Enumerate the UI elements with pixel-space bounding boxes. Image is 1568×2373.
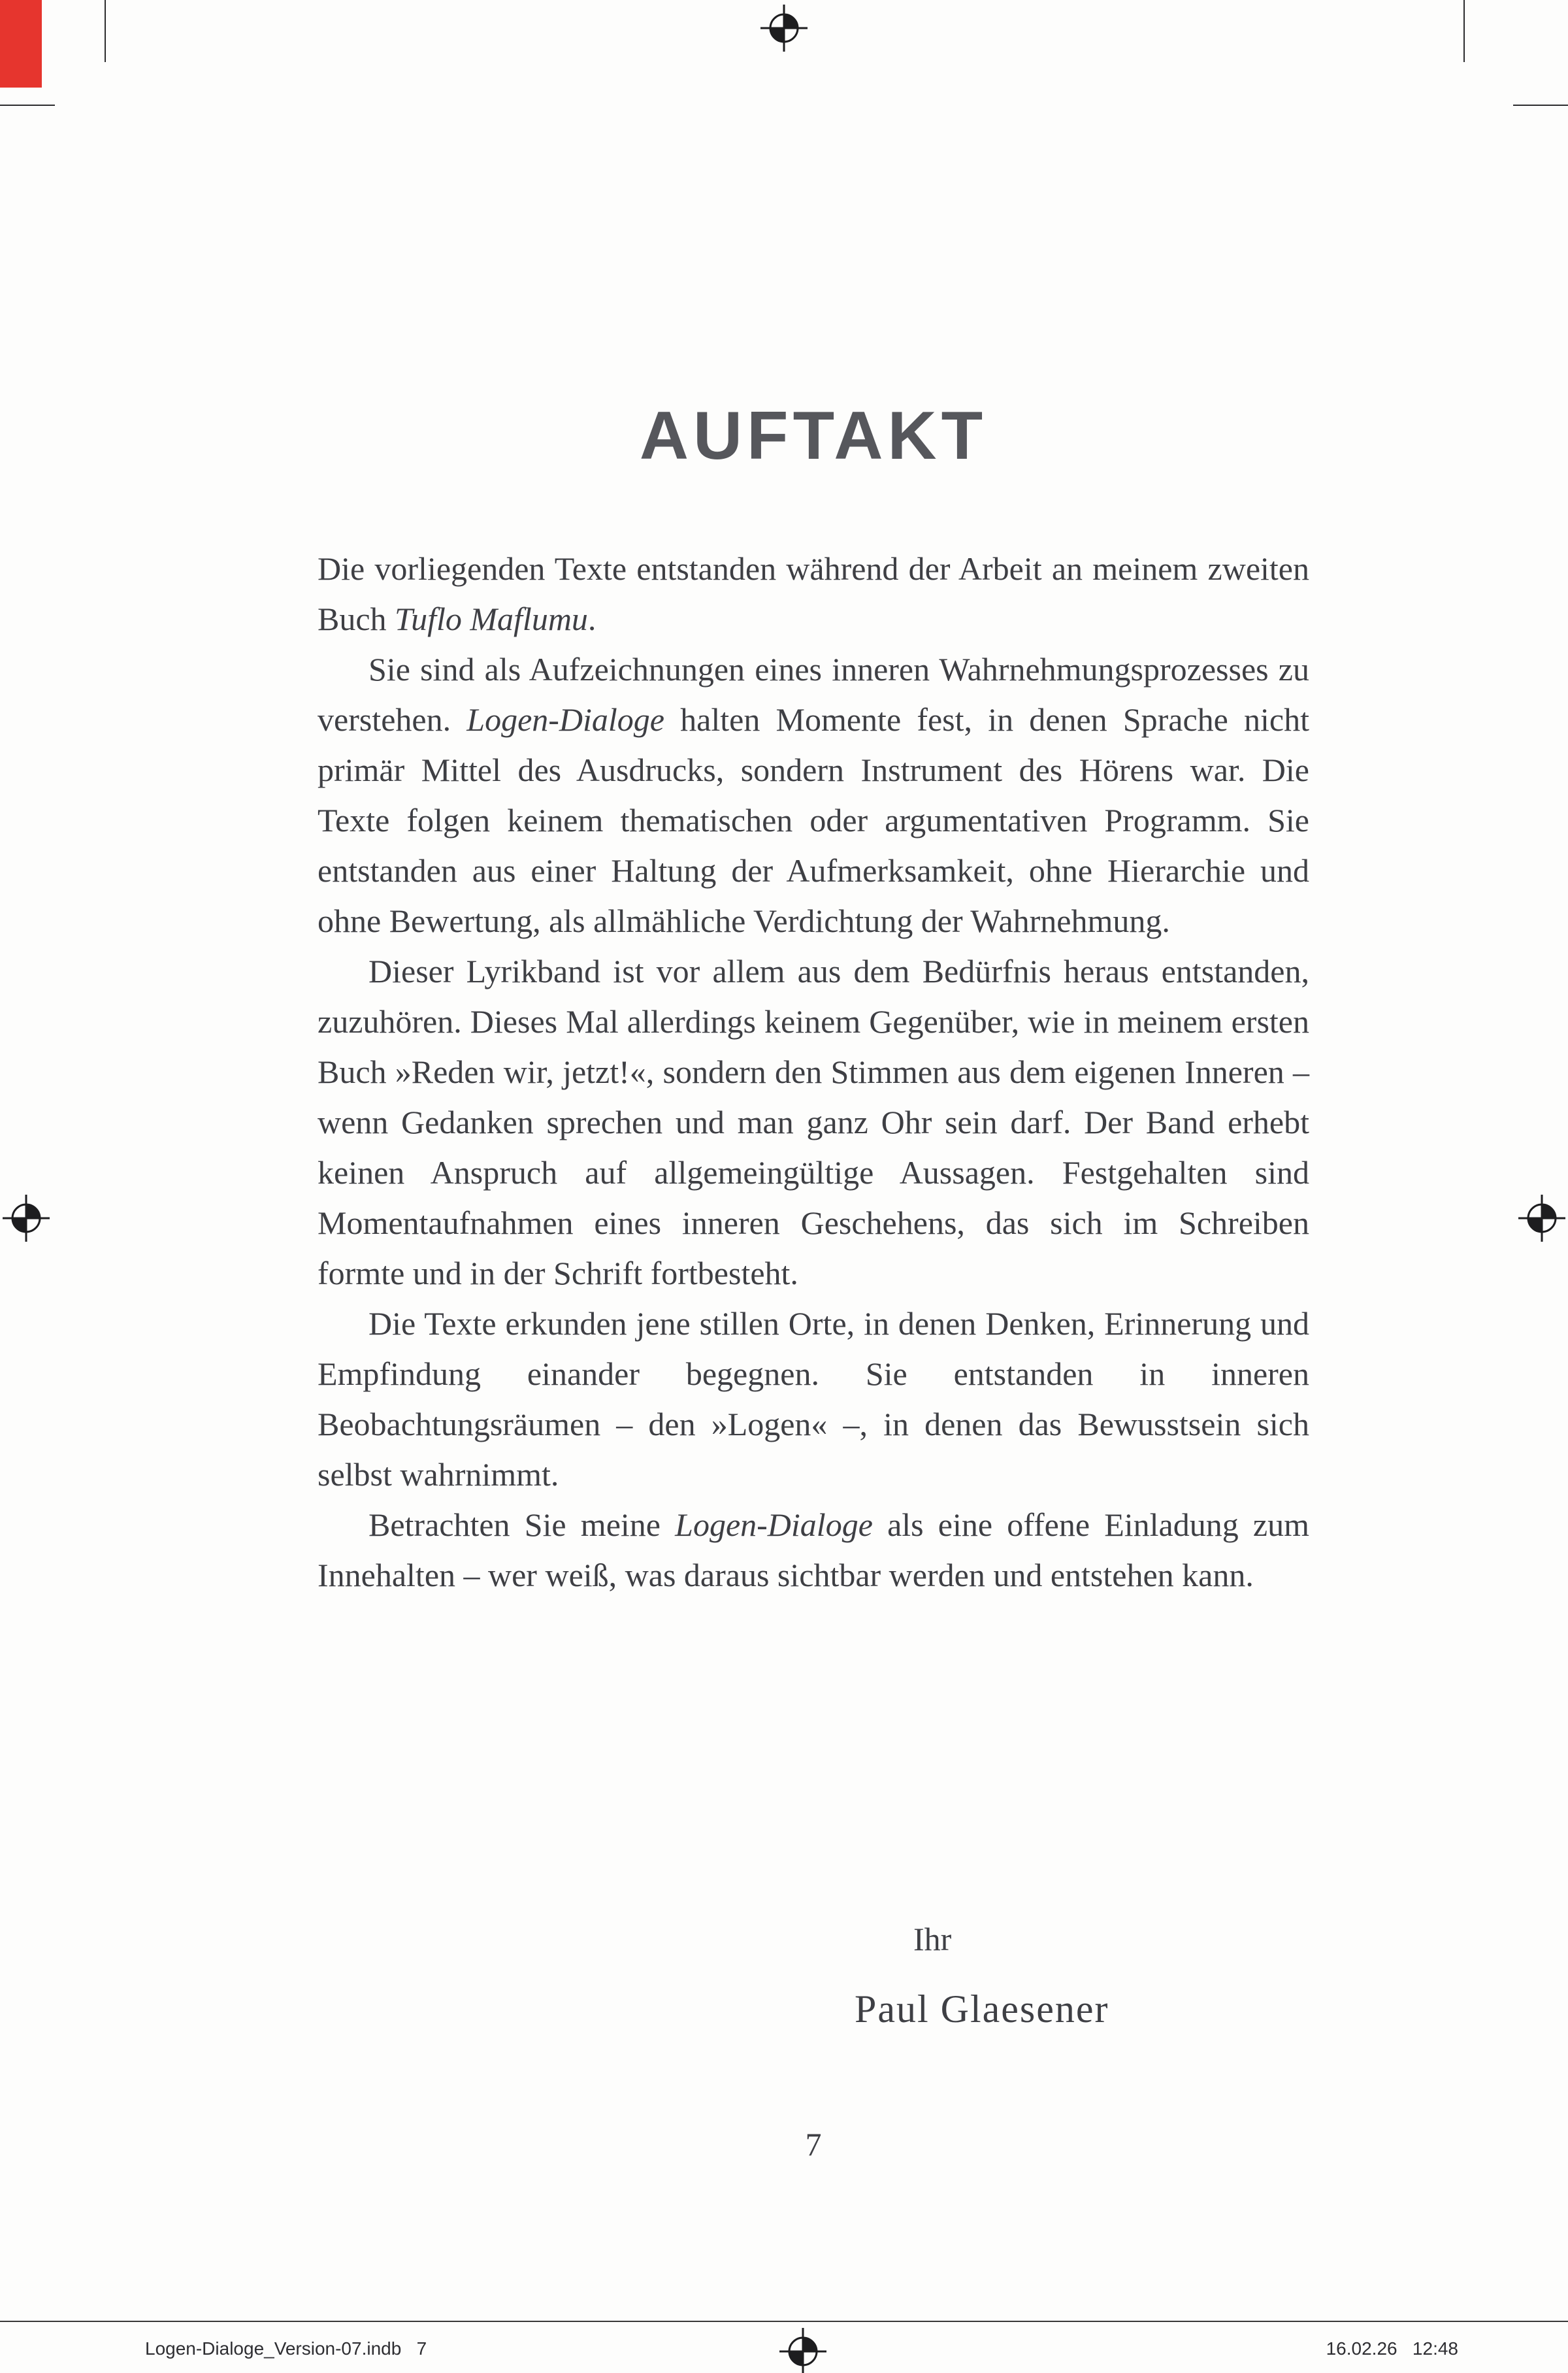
crop-mark [1463, 0, 1465, 62]
paragraph [318, 1299, 1309, 1500]
crop-mark [105, 0, 106, 62]
paragraph-italic-text: Logen-Dialoge [466, 701, 664, 738]
signature-salutation: Ihr [913, 1921, 952, 1957]
color-bar-red-swatch [0, 0, 42, 88]
paragraph-text: Sie sind als Aufzeichnungen eines inneren Wahrnehmungsprozesses zu verstehen. [318, 651, 1309, 738]
registration-mark-icon [779, 2328, 826, 2373]
registration-mark-icon [1518, 1195, 1565, 1242]
slug-filename: Logen-Dialoge_Version-07.indb 7 [145, 2338, 427, 2359]
paragraph [318, 1500, 1309, 1601]
paragraph-text: als eine offene Einladung zum Innehalten – wer weiß, was daraus sichtbar werden und entstehen kann. [318, 1506, 1309, 1593]
crop-mark [0, 105, 55, 106]
paragraph [318, 946, 1309, 1299]
paragraph-text: halten Momente fest, in denen Sprache nicht primär Mittel des Ausdrucks, sondern Instrument des Hörens war. Die Texte folgen keinem thematischen oder argumentativen Programm. Sie entstanden aus einer Haltung der Aufmerksamkeit, ohne Hierarchie und ohne Bewertung, als allmähliche Verdichtung der Wahrnehmung. [318, 701, 1310, 939]
paragraph [318, 544, 1309, 644]
paragraph-italic-text: Tuflo Maflumu [395, 601, 588, 637]
paragraph-text: Die vorliegenden Texte entstanden während der Arbeit an meinem zweiten Buch [318, 550, 1309, 637]
body-paragraphs [318, 544, 1309, 1601]
paragraph-text: Dieser Lyrikband ist vor allem aus dem Bedürfnis heraus entstanden, zuzuhören. Dieses Mal allerdings keinem Gegenüber, wie in meinem ersten Buch »Reden wir, jetzt!«, sondern den Stimmen aus dem eigenen Inneren – wenn Gedanken sprechen und man ganz Ohr sein darf. Der Band erhebt keinen Anspruch auf allgemeingültige Aussagen. Festgehalten sind Momentaufnahmen eines inneren Geschehens, das sich im Schreiben formte und in der Schrift fortbesteht. [318, 953, 1309, 1291]
signature-name: Paul Glaesener [855, 1987, 1109, 2031]
chapter-title: AUFTAKT [639, 397, 988, 474]
paragraph-text: Die Texte erkunden jene stillen Orte, in denen Denken, Erinnerung und Empfindung einander begegnen. Sie entstanden in inneren Beobachtungsräumen – den »Logen« –, in denen das Bewusstsein sich selbst wahrnimmt. [318, 1305, 1309, 1493]
paragraph-text: . [587, 601, 596, 637]
registration-mark-icon [760, 5, 808, 52]
registration-mark-icon [3, 1195, 50, 1242]
paragraph-text: Betrachten Sie meine [368, 1506, 676, 1543]
slug-divider [0, 2321, 1568, 2322]
paragraph-italic-text: Logen-Dialoge [675, 1506, 873, 1543]
crop-mark [1513, 105, 1568, 106]
slug-timestamp: 16.02.26 12:48 [1326, 2338, 1458, 2359]
page-number: 7 [805, 2126, 822, 2163]
paragraph [318, 644, 1309, 946]
